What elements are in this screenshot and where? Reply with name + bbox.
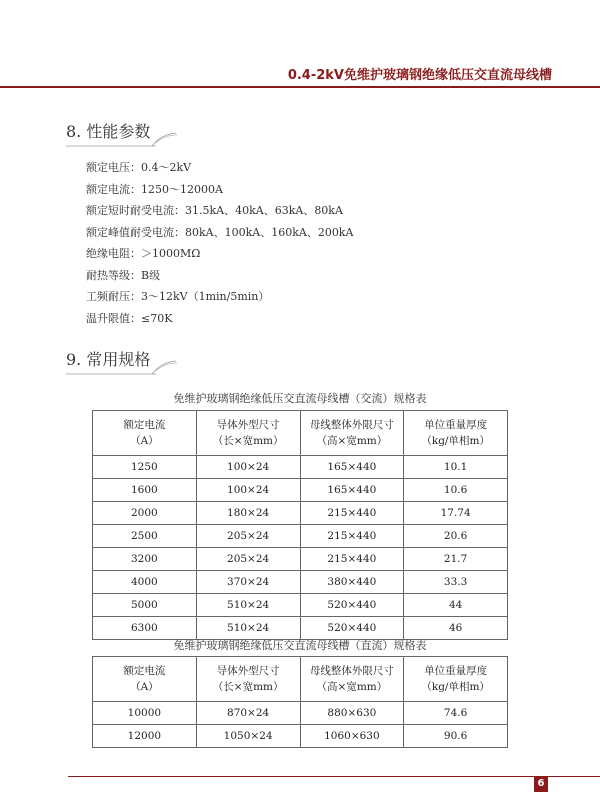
column-header-text: 单位重量厚度	[424, 419, 488, 431]
column-header	[300, 411, 404, 456]
table-cell: 46	[404, 617, 508, 640]
param-item: 额定短时耐受电流：31.5kA、40kA、63kA、80kA	[86, 204, 343, 217]
column-header-text: （高×宽mm）	[316, 435, 388, 447]
table-cell: 100×24	[196, 456, 300, 479]
table-cell: 33.3	[404, 571, 508, 594]
column-header-text: 单位重量厚度	[424, 665, 488, 677]
param-item: 温升限值：≤70K	[86, 311, 173, 325]
column-header	[196, 411, 300, 456]
table-cell: 44	[404, 594, 508, 617]
table-row	[93, 548, 508, 571]
table-header-row	[93, 411, 508, 456]
table-cell: 12000	[93, 725, 197, 748]
table-cell: 10.6	[404, 479, 508, 502]
table-row	[93, 571, 508, 594]
table-cell: 870×24	[196, 702, 300, 725]
table-cell: 10.1	[404, 456, 508, 479]
section-8-heading-block	[66, 119, 150, 142]
column-header	[300, 657, 404, 702]
param-item: 耐热等级：B级	[86, 268, 161, 282]
table-row	[93, 594, 508, 617]
footer-rule	[68, 776, 600, 777]
table-cell: 880×630	[300, 702, 404, 725]
column-header-text: （A）	[130, 681, 159, 693]
table-cell: 180×24	[196, 502, 300, 525]
table-cell: 3200	[93, 548, 197, 571]
dc-table-caption: 免维护玻璃钢绝缘低压交直流母线槽（直流）规格表	[173, 639, 427, 652]
param-item: 额定电压：0.4～2kV	[86, 161, 192, 174]
heading-swoosh-icon	[66, 358, 178, 376]
performance-parameter-list	[86, 157, 353, 329]
column-header	[196, 657, 300, 702]
column-header	[404, 411, 508, 456]
table-cell: 510×24	[196, 617, 300, 640]
table-row	[93, 456, 508, 479]
table-cell: 17.74	[404, 502, 508, 525]
table-cell: 165×440	[300, 456, 404, 479]
table-cell: 205×24	[196, 525, 300, 548]
table-cell: 4000	[93, 571, 197, 594]
column-header-text: 母线整体外限尺寸	[309, 419, 394, 431]
column-header	[93, 657, 197, 702]
table-cell: 5000	[93, 594, 197, 617]
table-cell: 380×440	[300, 571, 404, 594]
table-cell: 215×440	[300, 525, 404, 548]
param-item: 额定峰值耐受电流：80kA、100kA、160kA、200kA	[86, 225, 354, 239]
column-header	[93, 411, 197, 456]
column-header-text: （高×宽mm）	[316, 681, 388, 693]
table-cell: 215×440	[300, 502, 404, 525]
table-cell: 205×24	[196, 548, 300, 571]
section-9-heading: 9. 常用规格	[66, 350, 151, 369]
table-cell: 1600	[93, 479, 197, 502]
dc-spec-table	[92, 656, 508, 748]
table-cell: 90.6	[404, 725, 508, 748]
table-cell: 74.6	[404, 702, 508, 725]
table-cell: 1050×24	[196, 725, 300, 748]
column-header-text: （kg/单相m）	[421, 435, 490, 447]
header-title: 0.4-2kV免维护玻璃钢绝缘低压交直流母线槽	[287, 68, 552, 83]
table-cell: 520×440	[300, 594, 404, 617]
column-header-text: 母线整体外限尺寸	[309, 665, 394, 677]
param-item: 工频耐压：3～12kV（1min/5min）	[86, 290, 270, 303]
column-header-text: （长×宽mm）	[212, 435, 284, 447]
column-header-text: 导体外型尺寸	[216, 665, 280, 677]
table-row	[93, 479, 508, 502]
table-row	[93, 725, 508, 748]
section-8-heading: 8. 性能参数	[66, 122, 151, 141]
table-cell: 1060×630	[300, 725, 404, 748]
column-header-text: 额定电流	[123, 665, 166, 677]
table-cell: 100×24	[196, 479, 300, 502]
table-cell: 6300	[93, 617, 197, 640]
table-cell: 21.7	[404, 548, 508, 571]
table-cell: 370×24	[196, 571, 300, 594]
page-number: 6	[534, 776, 548, 792]
table-cell: 215×440	[300, 548, 404, 571]
table-header-row	[93, 657, 508, 702]
table-cell: 1250	[93, 456, 197, 479]
param-item: 额定电流：1250～12000A	[86, 182, 223, 196]
column-header-text: （长×宽mm）	[212, 681, 284, 693]
table-row	[93, 502, 508, 525]
table-cell: 20.6	[404, 525, 508, 548]
table-cell: 2500	[93, 525, 197, 548]
header-rule	[0, 86, 600, 88]
table-cell: 2000	[93, 502, 197, 525]
column-header-text: （A）	[130, 435, 159, 447]
heading-swoosh-icon	[66, 130, 178, 148]
ac-table-caption: 免维护玻璃钢绝缘低压交直流母线槽（交流）规格表	[173, 392, 427, 405]
column-header-text: 额定电流	[123, 419, 166, 431]
table-row	[93, 525, 508, 548]
column-header-text: （kg/单相m）	[421, 681, 490, 693]
table-cell: 520×440	[300, 617, 404, 640]
table-cell: 165×440	[300, 479, 404, 502]
section-9-heading-block	[66, 347, 150, 370]
table-row	[93, 702, 508, 725]
column-header-text: 导体外型尺寸	[216, 419, 280, 431]
ac-spec-table	[92, 410, 508, 640]
table-cell: 10000	[93, 702, 197, 725]
param-item: 绝缘电阻：＞1000MΩ	[86, 247, 201, 260]
table-cell: 510×24	[196, 594, 300, 617]
column-header	[404, 657, 508, 702]
